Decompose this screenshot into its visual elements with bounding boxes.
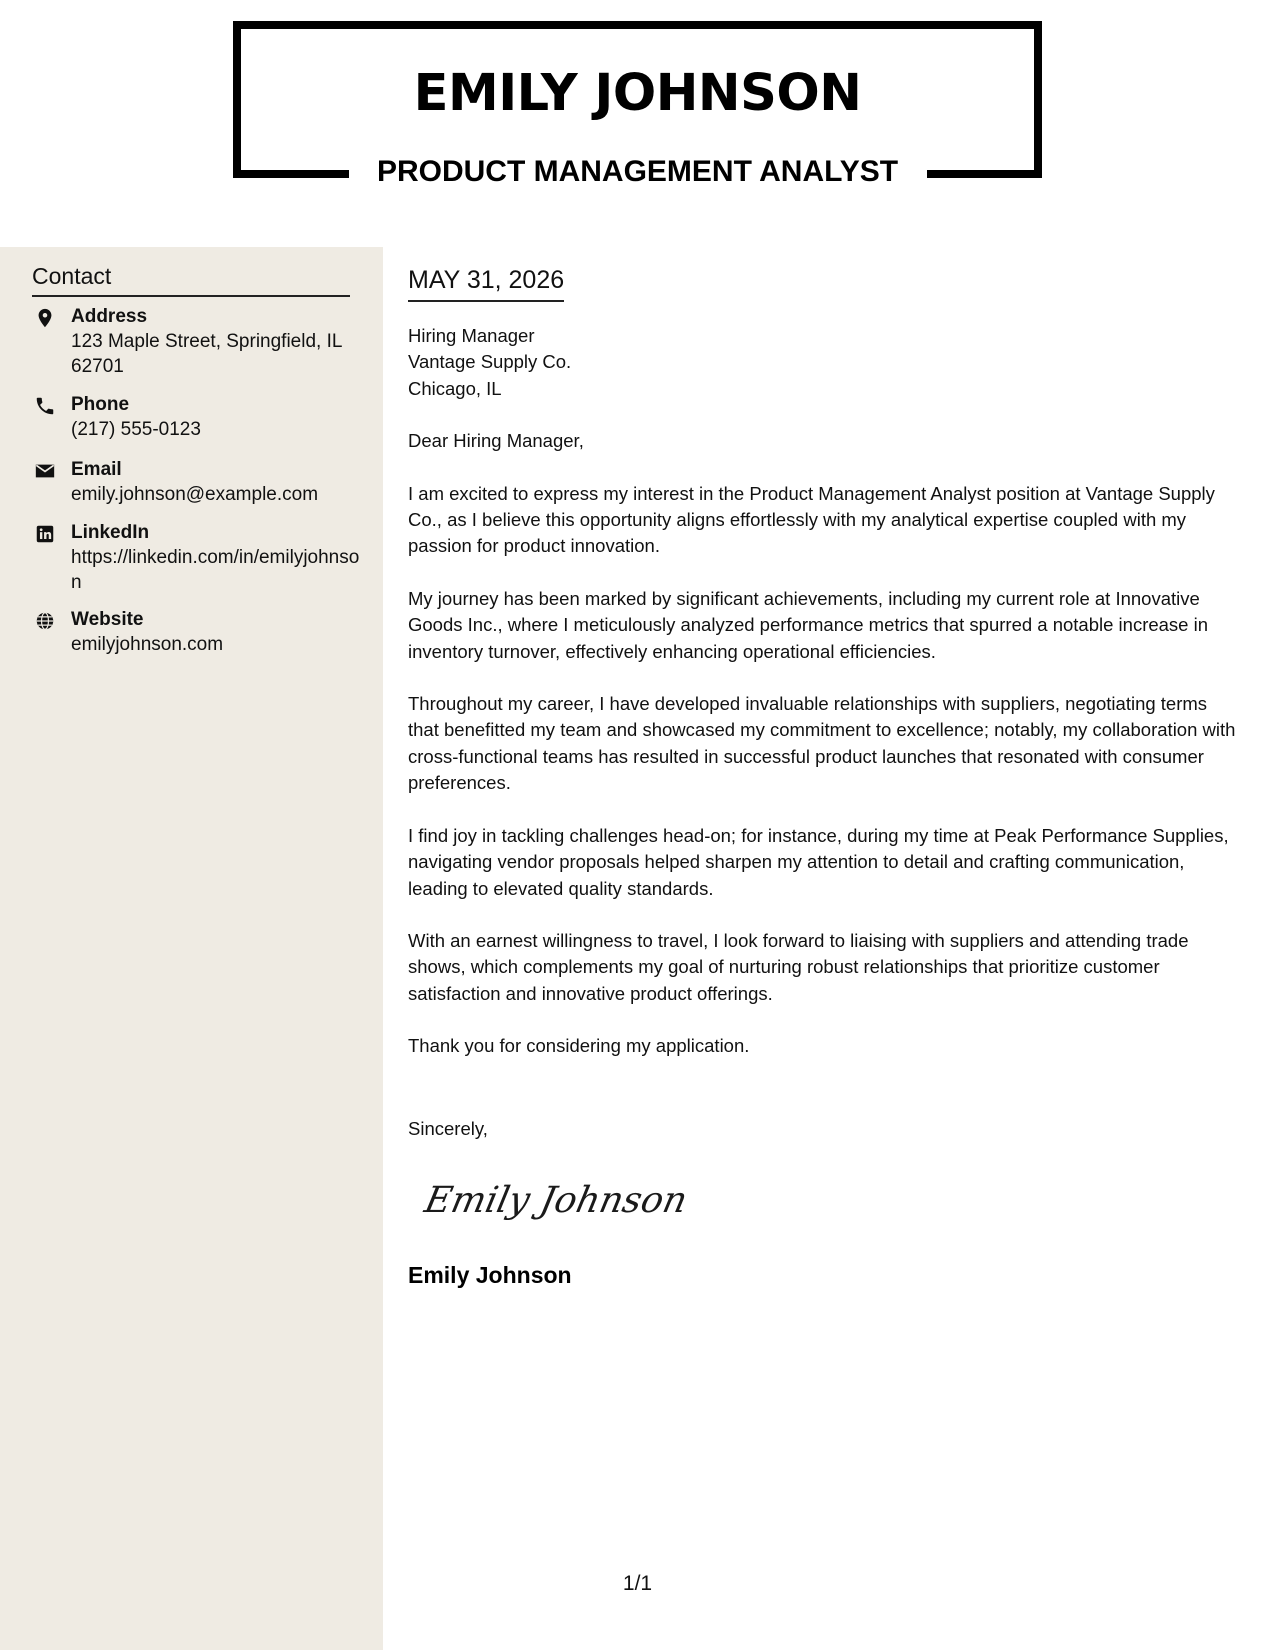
contact-value: (217) 555-0123 (71, 419, 201, 440)
handwritten-signature (420, 1170, 692, 1230)
contact-label: LinkedIn (71, 522, 150, 543)
contact-value: 123 Maple Street, Springfield, IL 62701 (71, 331, 342, 377)
contact-label: Address (71, 306, 148, 327)
contact-label: Website (71, 609, 144, 630)
body-paragraph: Thank you for considering my application. (408, 1035, 750, 1057)
recipient-line: Hiring Manager (408, 325, 535, 346)
linkedin-icon (34, 523, 56, 545)
body-paragraph: I am excited to express my interest in the Product Management Analyst position at Vantage Supply Co., as I believe this opportunity aligns effortlessly with my analytical expertise coupled with my passion for product innovation. (408, 482, 1215, 557)
signature-text: Emily Johnson (421, 1178, 692, 1221)
map-pin-icon (34, 307, 56, 329)
contact-value: https://linkedin.com/in/emilyjohnson (71, 547, 360, 593)
letter-date: MAY 31, 2026 (408, 262, 564, 302)
applicant-name: EMILY JOHNSON (413, 64, 862, 123)
letter-body (408, 323, 1243, 1086)
contact-label: Phone (71, 394, 130, 415)
contact-value: emilyjohnson.com (71, 634, 224, 655)
globe-icon (34, 610, 56, 632)
job-title: PRODUCT MANAGEMENT ANALYST (376, 155, 899, 188)
recipient-line: Vantage Supply Co. (408, 351, 572, 373)
recipient-block (408, 323, 1243, 402)
closing: Sincerely, (408, 1118, 488, 1139)
contact-heading: Contact (32, 259, 350, 297)
signer-name: Emily Johnson (408, 1262, 572, 1288)
contact-label: Email (71, 459, 122, 480)
envelope-icon (34, 460, 56, 482)
body-paragraph: My journey has been marked by significant achievements, including my current role at Innovative Goods Inc., where I meticulously analyzed performance metrics that spurred a notable increase in inventory turnover, effectively enhancing operational efficiencies. (408, 587, 1209, 662)
page-number: 1/1 (622, 1572, 653, 1595)
contact-value: emily.johnson@example.com (71, 484, 319, 505)
phone-icon (34, 395, 56, 417)
body-paragraph: I find joy in tackling challenges head-on; for instance, during my time at Peak Performance Supplies, navigating vendor proposals helped sharpen my attention to detail and crafting communication, leading to elevated quality standards. (408, 824, 1229, 899)
recipient-line: Chicago, IL (408, 377, 502, 399)
body-paragraph: Throughout my career, I have developed invaluable relationships with suppliers, negotiating terms that benefitted my team and showcased my commitment to excellence; notably, my collaboration with cross-functional teams has resulted in successful product launches that resonated with consumer preferences. (408, 693, 1236, 794)
body-paragraph: With an earnest willingness to travel, I look forward to liaising with suppliers and attending trade shows, which complements my goal of nurturing robust relationships that prioritize customer satisfaction and innovative product offerings. (408, 929, 1189, 1004)
greeting: Dear Hiring Manager, (408, 430, 584, 452)
contact-sidebar (0, 247, 383, 1650)
